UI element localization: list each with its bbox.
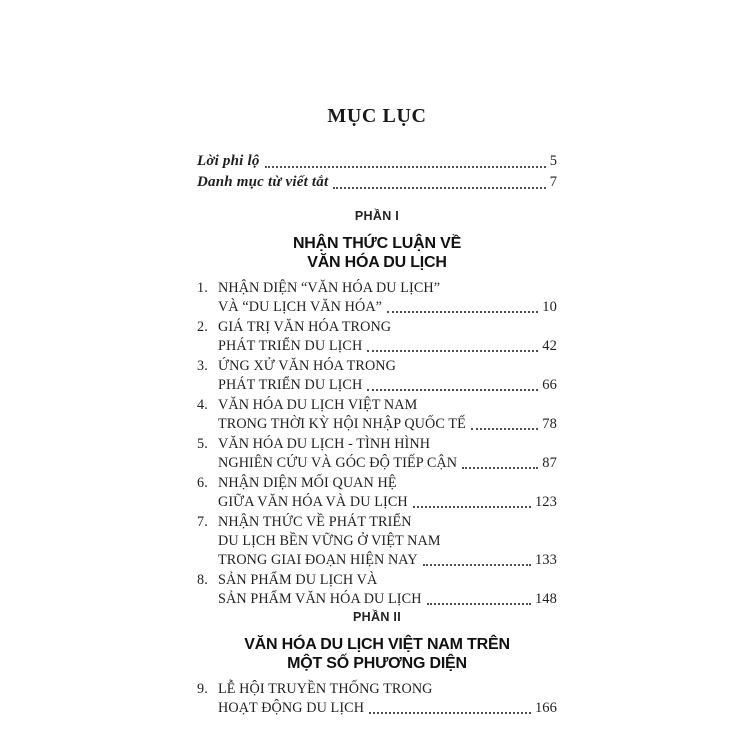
page-number: 5 <box>549 153 557 169</box>
page-number: 148 <box>534 591 557 607</box>
dotted-leader <box>369 712 531 714</box>
toc-entry <box>197 318 557 356</box>
page-number: 78 <box>542 416 557 432</box>
front-matter <box>197 151 557 193</box>
dotted-leader <box>367 389 538 391</box>
page-number: 66 <box>542 377 557 393</box>
part-label: PHẦN II <box>353 610 401 624</box>
dotted-leader <box>462 467 538 469</box>
entry-line: ỨNG XỬ VĂN HÓA TRONG <box>218 358 396 374</box>
page-number: 10 <box>542 299 557 315</box>
entry-number: 9. <box>197 681 208 697</box>
toc-entry <box>197 680 557 718</box>
entry-line: SẢN PHẨM DU LỊCH VÀ <box>218 572 378 588</box>
dotted-leader <box>413 506 531 508</box>
page-title: MỤC LỤC <box>327 105 427 127</box>
entry-line: VĂN HÓA DU LỊCH - TÌNH HÌNH <box>218 436 431 452</box>
table-of-contents <box>197 279 557 609</box>
entry-line: GIỮA VĂN HÓA VÀ DU LỊCH <box>218 494 408 510</box>
front-matter-entry <box>197 151 557 172</box>
toc-entry <box>197 396 557 434</box>
dotted-leader <box>427 603 531 605</box>
toc-entry <box>197 571 557 609</box>
entry-line: GIÁ TRỊ VĂN HÓA TRONG <box>218 319 392 335</box>
entry-number: 8. <box>197 572 208 588</box>
part-title <box>197 635 557 673</box>
dotted-leader <box>333 187 545 189</box>
entry-line: NHẬN THỨC VỀ PHÁT TRIỂN <box>218 514 412 530</box>
dotted-leader <box>367 350 538 352</box>
entry-number: 3. <box>197 358 208 374</box>
entry-line: NHẬN DIỆN MỐI QUAN HỆ <box>218 475 397 491</box>
dotted-leader <box>387 311 538 313</box>
page-number: 87 <box>542 455 557 471</box>
toc-part-2 <box>197 610 557 718</box>
entry-number: 6. <box>197 475 208 491</box>
table-of-contents <box>197 680 557 718</box>
toc-entry <box>197 474 557 512</box>
toc-entry <box>197 357 557 395</box>
entry-line: VĂN HÓA DU LỊCH VIỆT NAM <box>218 397 418 413</box>
entry-line: TRONG GIAI ĐOẠN HIỆN NAY <box>218 552 418 568</box>
entry-number: 5. <box>197 436 208 452</box>
toc-part-1 <box>197 209 557 609</box>
part-title <box>197 234 557 272</box>
entry-number: 7. <box>197 514 208 530</box>
part-title-line: NHẬN THỨC LUẬN VỀ <box>292 235 462 252</box>
front-matter-entry <box>197 172 557 193</box>
entry-line: PHÁT TRIỂN DU LỊCH <box>218 338 363 354</box>
page-number: 166 <box>534 700 557 716</box>
toc-entry <box>197 513 557 570</box>
entry-line: NGHIÊN CỨU VÀ GÓC ĐỘ TIẾP CẬN <box>218 455 458 471</box>
dotted-leader <box>265 166 546 168</box>
entry-label: Lời phi lộ <box>197 153 260 169</box>
part-label: PHẦN I <box>354 209 400 223</box>
page-number: 123 <box>534 494 557 510</box>
toc-entry <box>197 279 557 317</box>
dotted-leader <box>471 428 538 430</box>
dotted-leader <box>423 564 531 566</box>
entry-number: 2. <box>197 319 208 335</box>
entry-line: PHÁT TRIỂN DU LỊCH <box>218 377 363 393</box>
page-number: 133 <box>534 552 557 568</box>
entry-line: TRONG THỜI KỲ HỘI NHẬP QUỐC TẾ <box>218 416 466 432</box>
entry-line: HOẠT ĐỘNG DU LỊCH <box>218 700 365 716</box>
entry-line: LỄ HỘI TRUYỀN THỐNG TRONG <box>218 681 433 697</box>
entry-label: Danh mục từ viết tắt <box>197 174 329 190</box>
page-number: 7 <box>549 174 557 190</box>
entry-line: NHẬN DIỆN “VĂN HÓA DU LỊCH” <box>218 280 441 296</box>
toc-entry <box>197 435 557 473</box>
part-title-line: MỘT SỐ PHƯƠNG DIỆN <box>287 655 467 672</box>
entry-number: 1. <box>197 280 208 296</box>
part-title-line: VĂN HÓA DU LỊCH VIỆT NAM TRÊN <box>244 636 510 653</box>
page-number: 42 <box>542 338 557 354</box>
entry-line: DU LỊCH BỀN VỮNG Ở VIỆT NAM <box>218 533 441 549</box>
entry-line: VÀ “DU LỊCH VĂN HÓA” <box>218 299 383 315</box>
entry-line: SẢN PHẨM VĂN HÓA DU LỊCH <box>218 591 422 607</box>
part-title-line: VĂN HÓA DU LỊCH <box>307 254 447 271</box>
toc-content <box>197 0 557 718</box>
entry-number: 4. <box>197 397 208 413</box>
